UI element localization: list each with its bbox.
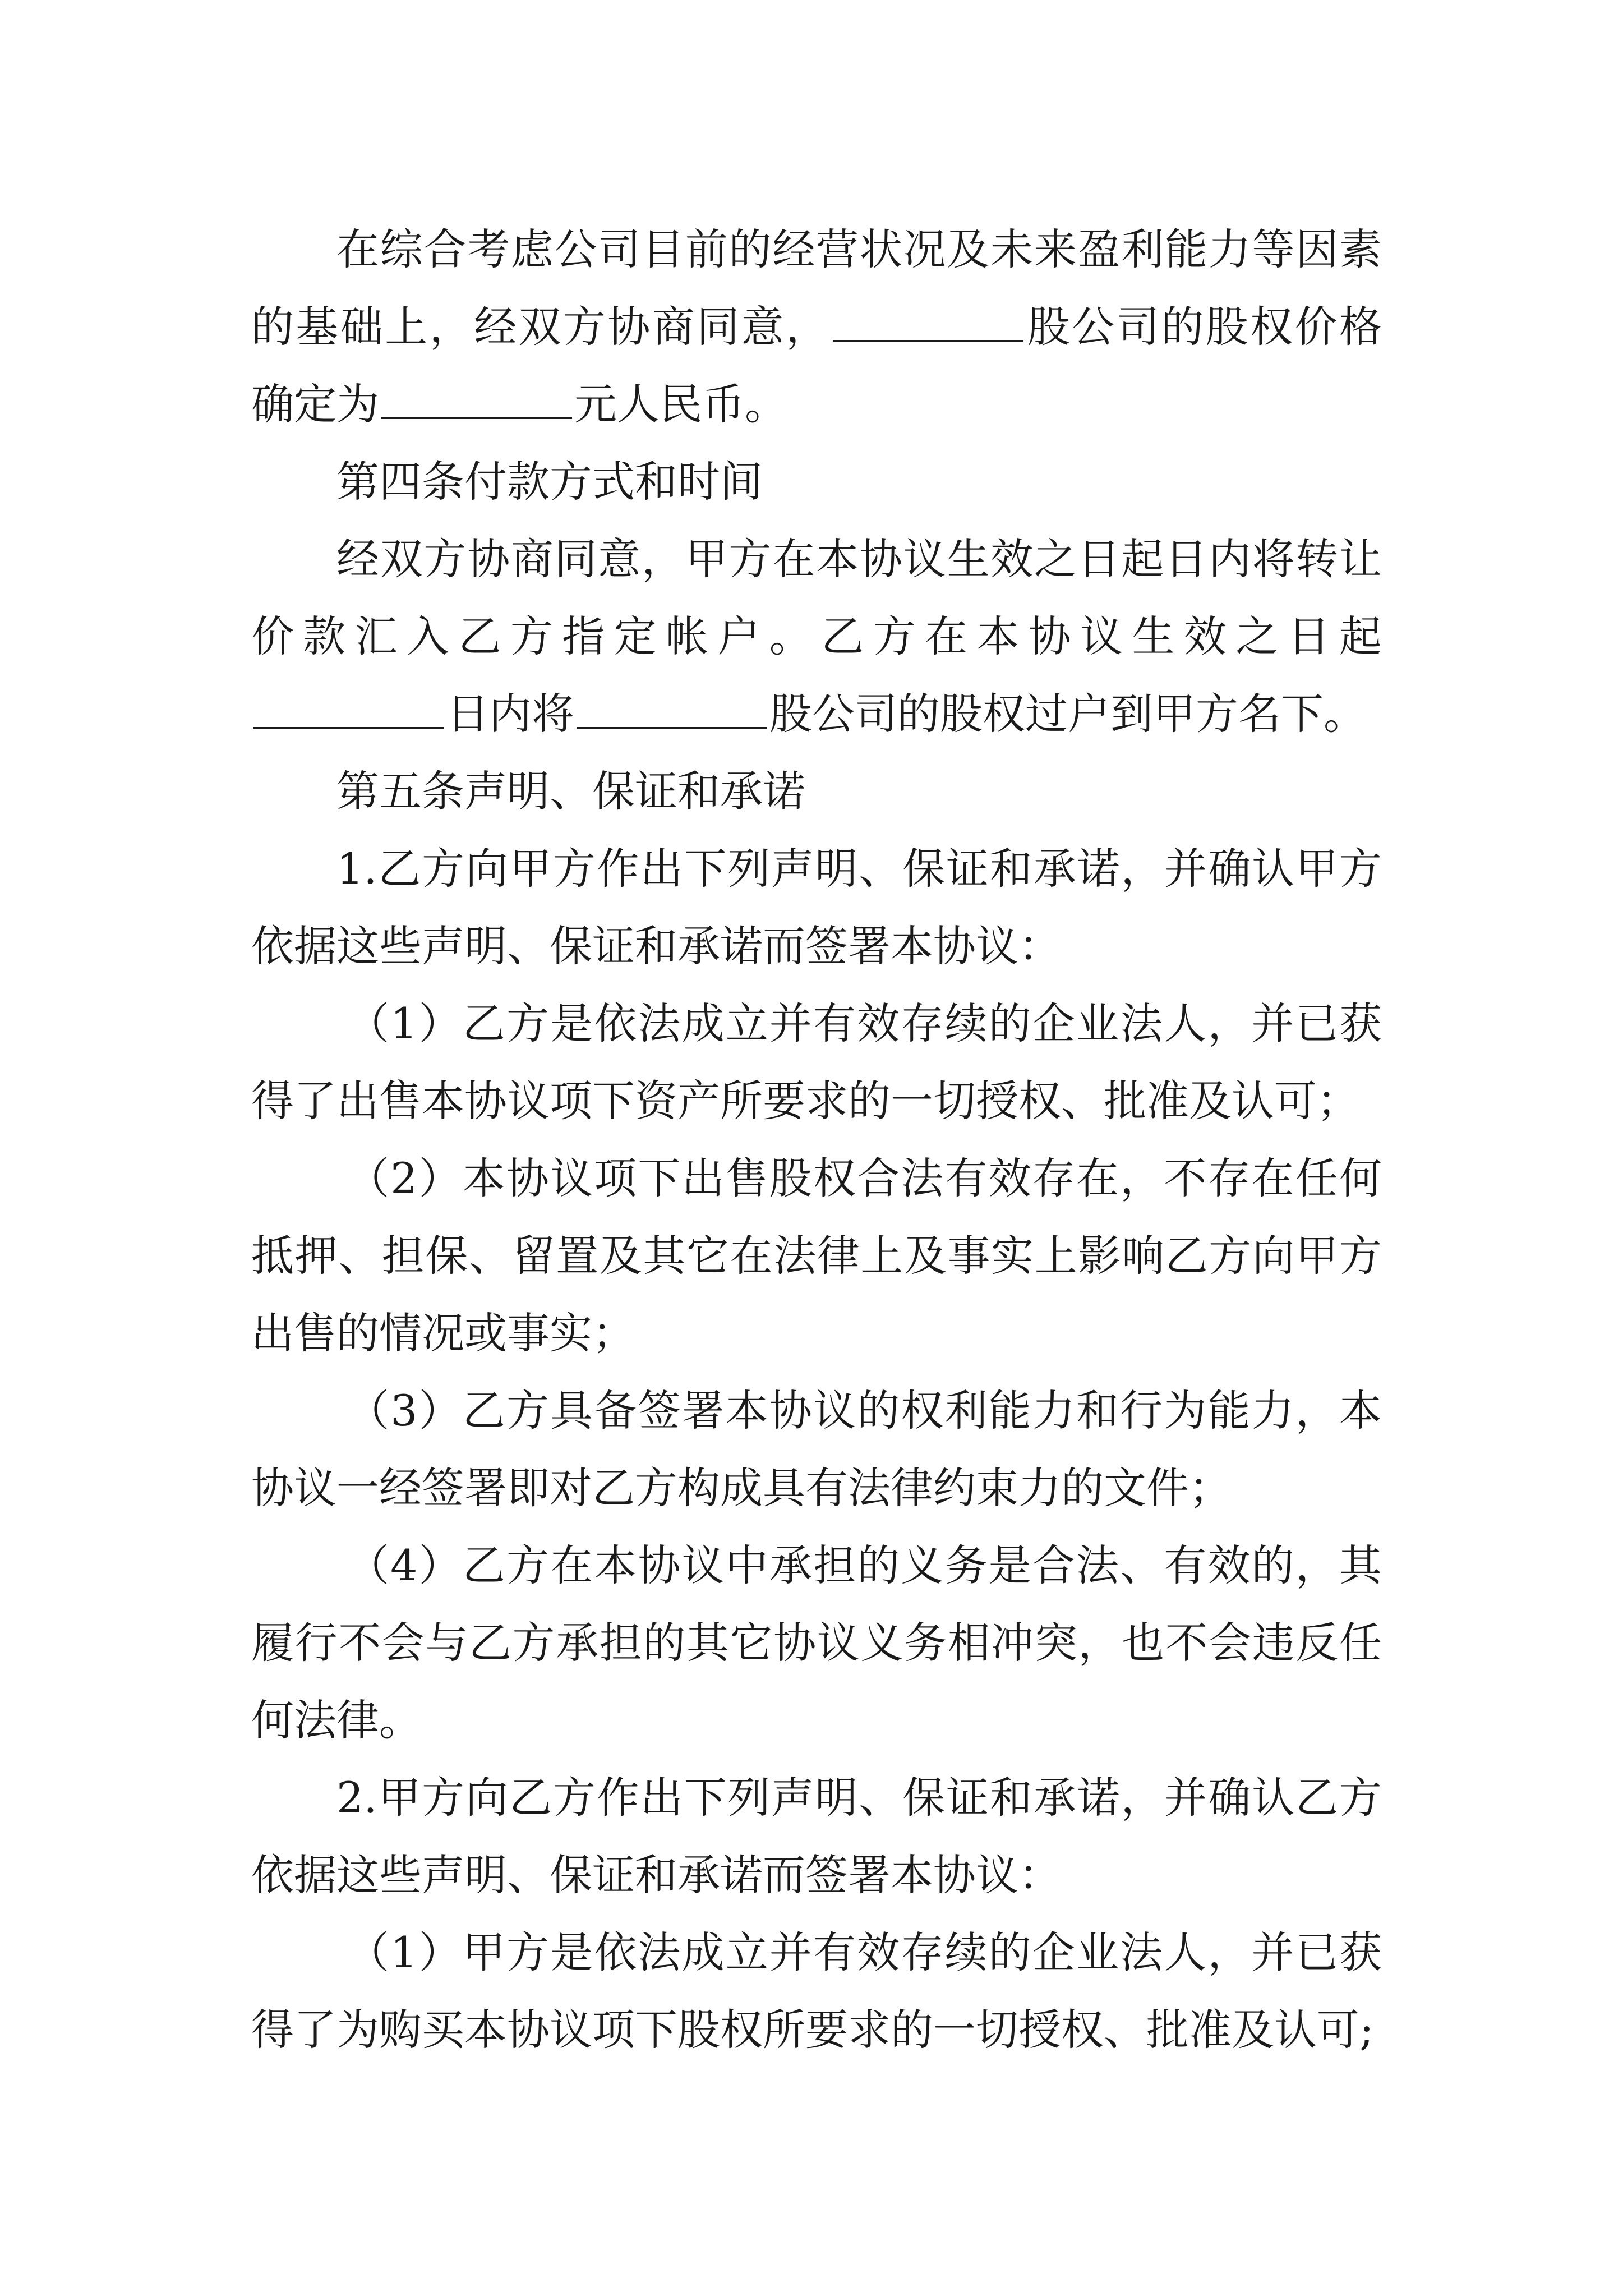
price-paragraph [251,211,1382,443]
price-text-2: 股公司的股权价格确定为 [251,302,1382,429]
party-b-item-1: （1）乙方是依法成立并有效存续的企业法人，并已获得了出售本协议项下资产所要求的一切授权、批准及认可； [251,999,1382,1126]
document-page [251,211,1382,2069]
payment-text-1: 经双方协商同意，甲方在本协议生效之日起日内将转让价款汇入乙方指定帐户。乙方在本协议生效之日起 [251,534,1382,661]
party-a-intro: 2.甲方向乙方作出下列声明、保证和承诺，并确认乙方依据这些声明、保证和承诺而签署本协议： [251,1773,1382,1900]
article-4-heading: 第四条付款方式和时间 [336,457,763,507]
party-b-item-4: （4）乙方在本协议中承担的义务是合法、有效的，其履行不会与乙方承担的其它协议义务相冲突，也不会违反任何法律。 [251,1540,1382,1745]
party-b-item-2: （2）本协议项下出售股权合法有效存在，不存在任何抵押、担保、留置及其它在法律上及事实上影响乙方向甲方出售的情况或事实； [251,1153,1382,1358]
article-5-heading: 第五条声明、保证和承诺 [336,766,805,816]
transfer-days-blank[interactable] [253,693,444,729]
party-b-item-3: （3）乙方具备签署本协议的权利能力和行为能力，本协议一经签署即对乙方构成具有法律约束力的文件； [251,1386,1382,1513]
payment-text-3: 股公司的股权过户到甲方名下。 [769,689,1366,739]
price-text-3: 元人民币。 [574,379,787,429]
party-b-intro: 1.乙方向甲方作出下列声明、保证和承诺，并确认甲方依据这些声明、保证和承诺而签署本协议： [251,844,1382,971]
company-name-blank[interactable] [833,306,1023,342]
transfer-company-blank[interactable] [577,693,767,729]
price-amount-blank[interactable] [381,384,572,419]
payment-paragraph [251,521,1382,753]
payment-text-2: 日内将 [446,689,574,739]
party-a-item-1: （1）甲方是依法成立并有效存续的企业法人，并已获得了为购买本协议项下股权所要求的一切授权、批准及认可; [251,1927,1382,2055]
price-text-1: 在综合考虑公司目前的经营状况及未来盈利能力等因素的基础上，经双方协商同意， [251,224,1382,352]
